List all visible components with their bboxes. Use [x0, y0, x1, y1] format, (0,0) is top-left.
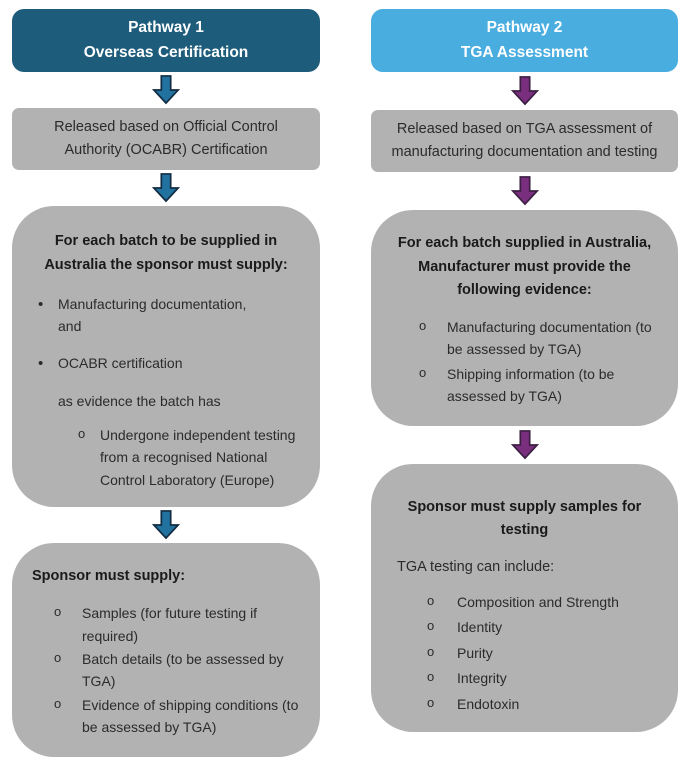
pathway1-column	[12, 9, 320, 759]
bullet-item	[54, 694, 300, 739]
bullet-text: Identity	[457, 619, 503, 636]
bullet-text: Manufacturing documentation, and	[58, 295, 247, 335]
pathway1-evidence-list	[38, 293, 302, 376]
pathway1-subtitle: Overseas Certification	[83, 43, 249, 61]
bullet-circle-icon: o	[419, 317, 427, 333]
bullet-dot-icon: •	[38, 295, 44, 313]
pathway1-evidence-note: as evidence the batch has	[58, 392, 221, 409]
bullet-text: Batch details (to be assessed by TGA)	[82, 651, 284, 690]
bullet-item	[427, 591, 658, 613]
pathway1-title: Pathway 1	[128, 19, 204, 37]
bullet-circle-icon: o	[427, 593, 435, 609]
bullet-text: Manufacturing documentation (to be assessed by TGA)	[447, 318, 652, 358]
bullet-text: Integrity	[457, 670, 507, 687]
down-arrow-icon	[510, 430, 540, 460]
pathway1-header	[12, 9, 320, 72]
bullet-text: Purity	[457, 644, 493, 661]
bullet-item	[78, 424, 302, 491]
down-arrow-icon	[151, 75, 181, 105]
pathway2-header	[371, 9, 678, 72]
bullet-item	[38, 352, 302, 376]
pathway2-testing-list	[427, 591, 658, 715]
bullet-circle-icon: o	[54, 604, 62, 620]
pathway2-evidence-list	[419, 316, 664, 408]
bullet-circle-icon: o	[78, 425, 86, 441]
pathway2-testing-intro: TGA testing can include:	[397, 558, 555, 575]
pathway2-column	[371, 9, 678, 759]
bullet-circle-icon: o	[419, 364, 427, 380]
pathway2-title: Pathway 2	[486, 19, 563, 37]
bullet-circle-icon: o	[54, 695, 62, 711]
bullet-text: Evidence of shipping conditions (to be assessed by TGA)	[82, 696, 299, 736]
bullet-circle-icon: o	[427, 618, 435, 634]
pathway2-testing-box	[371, 464, 678, 733]
bullet-item	[54, 602, 300, 647]
bullet-text: Shipping information (to be assessed by TGA)	[447, 365, 615, 405]
down-arrow-icon	[151, 173, 181, 203]
bullet-item	[427, 667, 658, 689]
bullet-circle-icon: o	[427, 669, 435, 685]
pathway1-evidence-box	[12, 206, 320, 507]
pathway1-evidence-heading: For each batch to be supplied in Australia the sponsor must supply:	[44, 233, 288, 273]
down-arrow-icon	[151, 510, 181, 540]
bullet-item	[427, 616, 658, 638]
pathway1-evidence-sublist	[78, 424, 302, 491]
pathway2-evidence-box	[371, 210, 678, 425]
bullet-text: Composition and Strength	[457, 594, 619, 611]
pathway2-testing-heading: Sponsor must supply samples for testing	[407, 498, 642, 538]
pathway1-sponsor-list	[54, 602, 300, 738]
bullet-circle-icon: o	[54, 650, 62, 666]
bullet-item	[54, 648, 300, 693]
pathway2-release-text: Released based on TGA assessment of manufacturing documentation and testing	[391, 121, 658, 161]
pathway2-evidence-heading: For each batch supplied in Australia, Manufacturer must provide the following evidence:	[397, 235, 652, 298]
bullet-text: OCABR certification	[58, 354, 183, 371]
pathway1-sponsor-heading: Sponsor must supply:	[32, 568, 186, 585]
bullet-text: Undergone independent testing from a recognised National Control Laboratory (Europe)	[100, 426, 296, 488]
pathway2-subtitle: TGA Assessment	[460, 43, 589, 61]
down-arrow-icon	[510, 76, 540, 106]
bullet-item	[419, 316, 664, 361]
bullet-dot-icon: •	[38, 354, 44, 372]
pathway1-release-text: Released based on Official Control Authority (OCABR) Certification	[54, 119, 278, 159]
bullet-item	[419, 363, 664, 408]
pathway1-sponsor-box	[12, 543, 320, 757]
pathway2-release-box	[371, 110, 678, 172]
bullet-text: Endotoxin	[457, 695, 520, 712]
bullet-item	[427, 642, 658, 664]
bullet-text: Samples (for future testing if required)	[82, 605, 258, 644]
bullet-circle-icon: o	[427, 694, 435, 710]
pathway1-release-box	[12, 108, 320, 170]
down-arrow-icon	[510, 176, 540, 206]
bullet-item	[38, 293, 302, 338]
bullet-item	[427, 693, 658, 715]
bullet-circle-icon: o	[427, 643, 435, 659]
